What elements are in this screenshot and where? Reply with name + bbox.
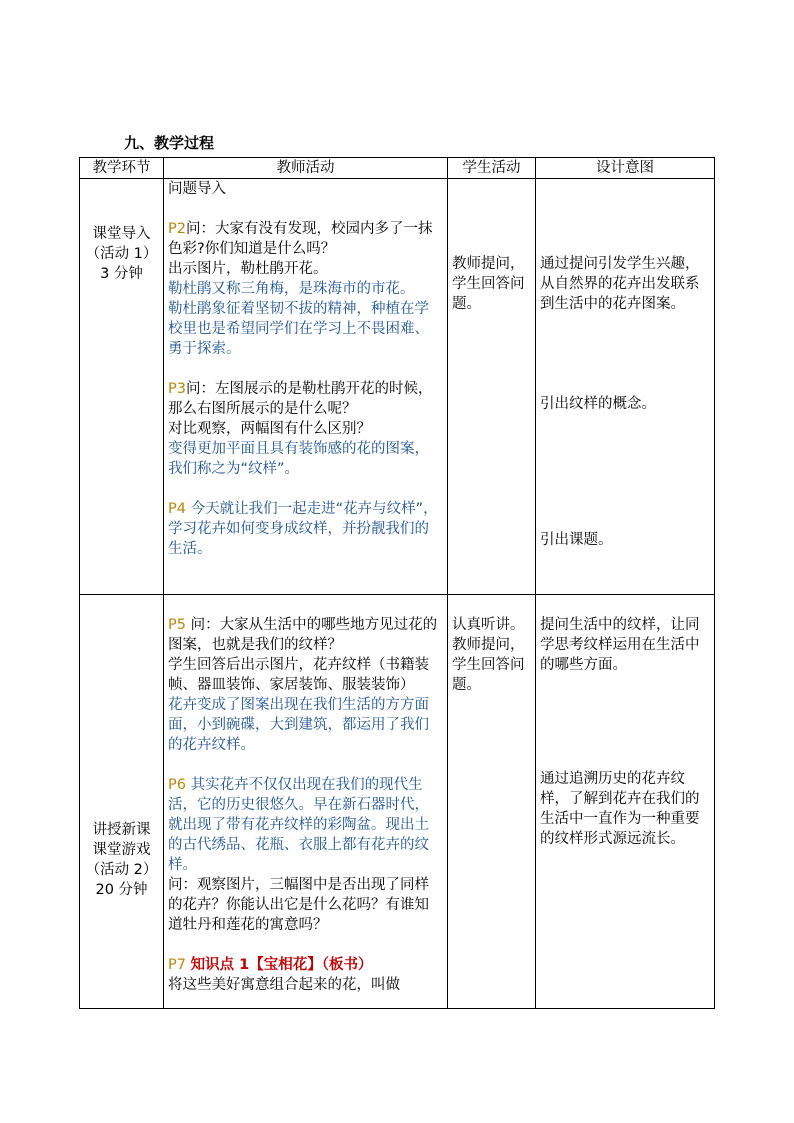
student-text: 教师提问，学生回答问题。 [452, 256, 525, 312]
slide-tag: P3 [168, 381, 186, 397]
knowledge-point-title: 知识点 1【宝相花】（板书） [190, 957, 373, 973]
design-intent-cell [536, 179, 715, 595]
teacher-text: 今天就让我们一起走进“花卉与纹样”，学习花卉如何变身成纹样，并扮靓我们的生活。 [168, 501, 438, 557]
header-row [80, 158, 715, 179]
stage-name: 课堂导入 [92, 226, 151, 242]
teacher-text: 勒杜鹃象征着坚韧不拔的精神，种植在学校里也是希望同学们在学习上不畏困难、勇于探索。 [168, 301, 429, 357]
intent-text: 通过提问引发学生兴趣，从自然界的花卉出发联系到生活中的花卉图案。 [540, 256, 700, 312]
section-heading: 九、教学过程 [124, 134, 215, 152]
teacher-text: 花卉变成了图案出现在我们生活的方方面面，小到碗碟，大到建筑，都运用了我们的花卉纹样。 [168, 697, 429, 753]
teacher-text: 问：左图展示的是勒杜鹃开花的时候，那么右图所展示的是什么呢？ [168, 381, 433, 417]
student-activity-cell [448, 595, 536, 1009]
teacher-text: 出示图片，勒杜鹃开花。 [168, 261, 328, 277]
intent-text: 引出课题。 [540, 532, 613, 548]
student-text: 教师提问，学生回答问题。 [452, 637, 525, 693]
slide-tag: P2 [168, 221, 186, 237]
design-intent-cell [536, 595, 715, 1009]
column-header-teacher: 教师活动 [164, 158, 448, 179]
teacher-text: 变得更加平面且具有装饰感的花的图案，我们称之为“纹样”。 [168, 441, 429, 477]
slide-tag: P7 [168, 957, 186, 973]
teacher-text: 学生回答后出示图片，花卉纹样（书籍装帧、器皿装饰、家居装饰、服装装饰） [168, 657, 429, 693]
teacher-activity-cell [164, 595, 448, 1009]
teaching-process-table [79, 157, 715, 1009]
intent-text: 引出纹样的概念。 [540, 396, 656, 412]
intent-text: 提问生活中的纹样，让同学思考纹样运用在生活中的哪些方面。 [540, 617, 700, 673]
stage-duration: 3 分钟 [100, 266, 143, 282]
stage-duration: 20 分钟 [95, 882, 148, 898]
student-activity-cell [448, 179, 536, 595]
column-header-stage: 教学环节 [80, 158, 164, 179]
slide-tag: P6 [168, 777, 186, 793]
stage-cell [80, 179, 164, 595]
stage-activity: （活动 1） [85, 246, 158, 262]
teacher-text: 对比观察，两幅图有什么区别？ [168, 421, 371, 437]
teacher-text: 其实花卉不仅仅出现在我们的现代生活，它的历史很悠久。早在新石器时代，就出现了带有花卉纹样的彩陶盆。现出土的古代绣品、花瓶、衣服上都有花卉的纹样。 [168, 777, 429, 873]
teacher-text: 勒杜鹃又称三角梅，是珠海市的市花。 [168, 281, 415, 297]
slide-tag: P5 [168, 617, 186, 633]
column-header-student: 学生活动 [448, 158, 536, 179]
column-header-intent: 设计意图 [536, 158, 715, 179]
table-row [80, 179, 715, 595]
stage-cell [80, 595, 164, 1009]
stage-activity: （活动 2） [85, 862, 158, 878]
student-text: 认真听讲。 [452, 617, 525, 633]
intro-text: 问题导入 [168, 181, 226, 197]
intent-text: 通过追溯历史的花卉纹样，了解到花卉在我们的生活中一直作为一种重要的纹样形式源远流长。 [540, 771, 700, 847]
teacher-text: 问：大家有没有发现，校园内多了一抹色彩?你们知道是什么吗？ [168, 221, 433, 257]
slide-tag: P4 [168, 501, 186, 517]
teacher-activity-cell [164, 179, 448, 595]
teacher-text: 问：观察图片，三幅图中是否出现了同样的花卉？你能认出它是什么花吗？有谁知道牡丹和莲花的寓意吗？ [168, 877, 429, 933]
teacher-text: 问：大家从生活中的哪些地方见过花的图案，也就是我们的纹样？ [168, 617, 438, 653]
table-row [80, 595, 715, 1009]
teacher-text: 将这些美好寓意组合起来的花，叫做 [168, 977, 400, 993]
stage-name: 讲授新课 [92, 822, 151, 838]
stage-name-2: 课堂游戏 [92, 842, 151, 858]
